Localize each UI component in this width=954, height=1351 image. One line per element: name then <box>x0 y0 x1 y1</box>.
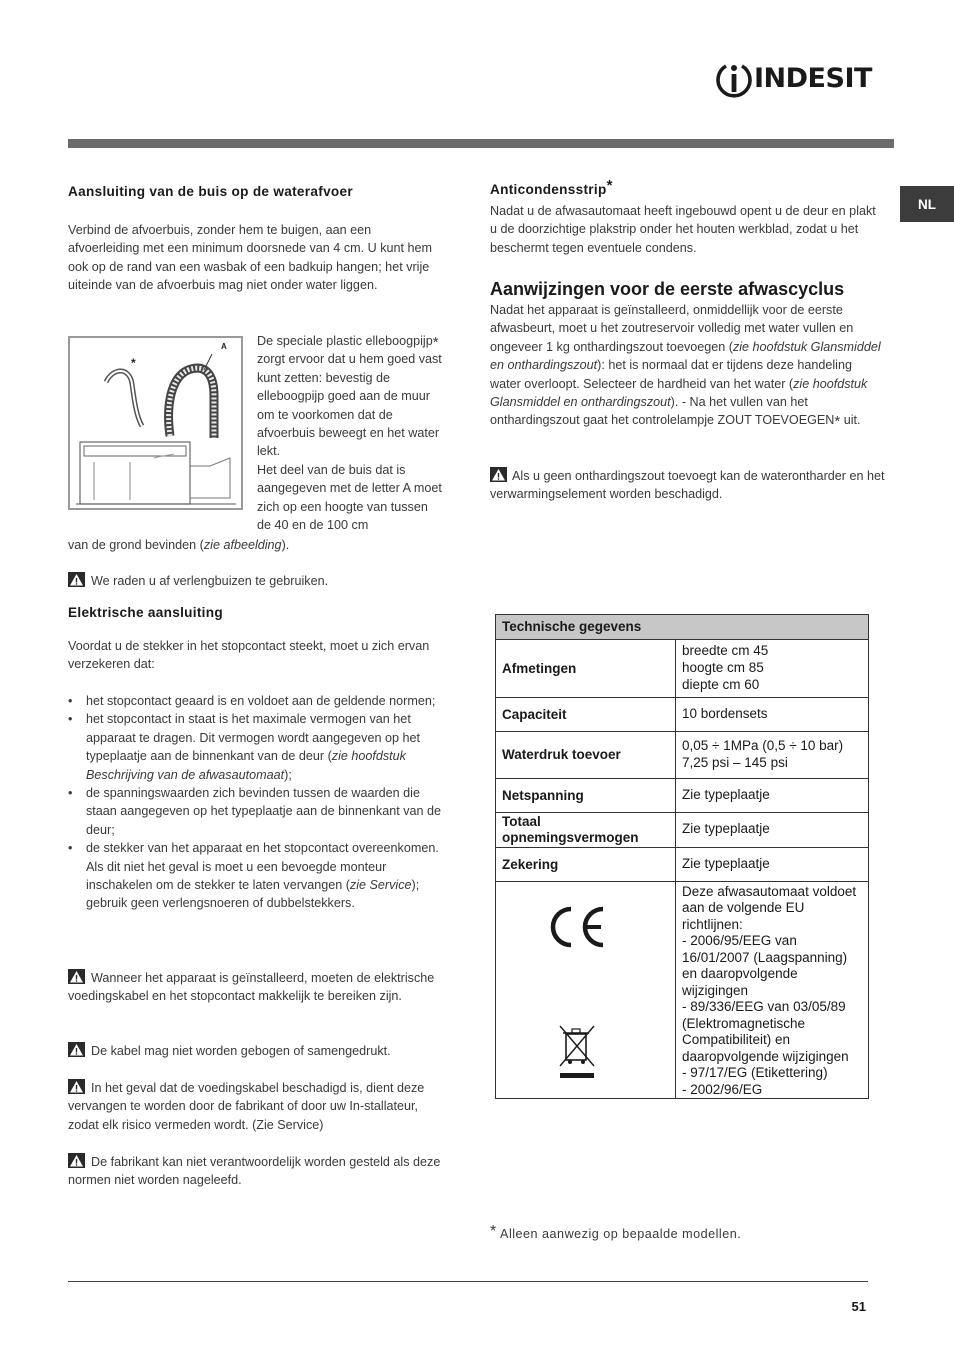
anti-title: Anticondensstrip* <box>490 177 613 197</box>
table-row: Netspanning Zie typeplaatje <box>496 778 869 812</box>
afvoer-title: Aansluiting van de buis op de waterafvoer <box>68 184 353 199</box>
warning-verlengbuizen-text: We raden u af verlengbuizen te gebruiken. <box>91 574 329 588</box>
elbow-text-4: van de grond bevinden ( <box>68 538 204 552</box>
anti-text: Nadat u de afwasautomaat heeft ingebouwd opent u de deur en plakt u de doorzichtige plakstrip onder het houten werkblad, zodat u het beschermt tegen eventuele condens. <box>490 204 876 255</box>
footnote <box>490 1223 741 1243</box>
elec-title: Elektrische aansluiting <box>68 605 223 620</box>
warning-fabrikant: De fabrikant kan niet verantwoordelijk worden gesteld als deze normen niet worden nageleefd. <box>68 1155 441 1188</box>
warning-icon <box>68 1153 85 1168</box>
cycle-text: Nadat het apparaat is geïnstalleerd, onmiddellijk voor de eerste afwasbeurt, moet u het zoutreservoir volledig met water vullen en ongeveer 1 kg onthardingszout toevoegen (zie hoofdstuk Glansmiddel en onthardingszout): het is normaal dat er tijdens deze handeling water overloopt. Selecteer de hardheid van het water (zie hoofdstuk Glansmiddel en onthardingszout). - Na het vullen van het onthardingszout gaat het controlelampje ZOUT TOEVOEGEN* uit. <box>490 303 881 431</box>
footnote-star: * <box>490 1223 497 1240</box>
figure-label-a: A <box>221 342 227 351</box>
language-tab <box>900 186 954 222</box>
brand-name: INDESIT <box>754 63 872 94</box>
language-tab-label: NL <box>918 196 936 212</box>
warning-icon <box>490 467 507 482</box>
elbow-asterisk: * <box>432 334 439 351</box>
warning-kabel-gebogen: De kabel mag niet worden gebogen of samengedrukt. <box>68 1042 444 1060</box>
list-item: • de spanningswaarden zich bevinden tussen de waarden die staan aangegeven op het typeplaatje aan de binnenkant van de deur; <box>68 784 442 839</box>
table-row: Deze afwasautomaat voldoet aan de volgende EU richtlijnen: - 2006/95/EEG van 16/01/2007 (Laagspanning) en daaropvolgende wijzigingen - 89/336/EEG van 03/05/89 (Elektromagnetische Compatibiliteit) en daaropvolgende wijzigingen - 97/17/EG (Etikettering) - 2002/96/EG <box>496 881 869 1099</box>
elbow-text-3: Het deel van de buis dat is aangegeven met de letter A moet zich op een hoogte van tussen de 40 en de 100 cm <box>257 462 442 533</box>
elbow-text-end <box>68 536 289 554</box>
table-row: Zekering Zie typeplaatje <box>496 847 869 881</box>
footer-rule <box>68 1281 868 1282</box>
tech-table <box>495 614 869 1099</box>
figure-label-star: * <box>131 356 136 370</box>
list-item: • het stopcontact in staat is het maximale vermogen van het apparaat te dragen. Dit vermogen wordt aangegeven op het typeplaatje aan de binnenkant van de deur (zie hoofdstuk Beschrijving van de afwasautomaat); <box>68 710 442 784</box>
list-item: • het stopcontact geaard is en voldoet aan de geldende normen; <box>68 692 442 710</box>
tech-table-body <box>495 640 869 1099</box>
drain-hose-illustration <box>70 338 241 508</box>
warning-kabel-bereik: Wanneer het apparaat is geïnstalleerd, moeten de elektrische voedingskabel en het stopcontact makkelijk te bereiken zijn. <box>68 971 435 1004</box>
indesit-logo-icon <box>714 60 754 100</box>
cycle-asterisk: * <box>834 413 841 431</box>
table-row: Afmetingen breedte cm 45 hoogte cm 85 diepte cm 60 <box>496 640 869 697</box>
warning-icon <box>68 969 85 984</box>
elec-intro: Voordat u de stekker in het stopcontact steekt, moet u zich ervan verzekeren dat: <box>68 639 430 672</box>
elbow-text <box>257 332 444 534</box>
page-number: 51 <box>851 1299 866 1314</box>
warning-icon <box>68 572 85 587</box>
drain-hose-figure <box>68 336 243 510</box>
table-row: Waterdruk toevoer 0,05 ÷ 1MPa (0,5 ÷ 10 bar) 7,25 psi – 145 psi <box>496 731 869 778</box>
elbow-text-4-italic: zie afbeelding <box>203 538 282 552</box>
warning-ontharder: Als u geen onthardingszout toevoegt kan de waterontharder en het verwarmingselement worden beschadigd. <box>490 469 885 502</box>
tech-table-header <box>495 614 869 640</box>
warning-kabel-beschadigd: In het geval dat de voedingskabel beschadigd is, dient deze vervangen te worden door de fabrikant of door uw In-stallateur, zodat elk risico vermeden wordt. (Zie Service) <box>68 1081 425 1132</box>
afvoer-text: Verbind de afvoerbuis, zonder hem te buigen, aan een afvoerleiding met een minimum doorsnede van 4 cm. U kunt hem ook op de rand van een wasbak of een badkuip hangen; het vrije uiteinde van de afvoerbuis mag niet onder water liggen. <box>68 223 432 293</box>
weee-bin-icon <box>557 1024 597 1082</box>
warning-verlengbuizen <box>68 572 448 590</box>
elbow-text-2: zorgt ervoor dat u hem goed vast kunt zetten: bevestig de elleboogpijp goed aan de muur om te voorkomen dat de afvoerbuis beweegt en het water lekt. <box>257 352 442 459</box>
cycle-title: Aanwijzingen voor de eerste afwascyclus <box>490 279 845 299</box>
list-item: • de stekker van het apparaat en het stopcontact overeenkomen. Als dit niet het geval is moet u een bevoegde monteur inschakelen om de stekker te laten vervangen (zie Service); gebruik geen verlengsnoeren of dubbelstekkers. <box>68 839 442 913</box>
footnote-text: Alleen aanwezig op bepaalde modellen. <box>500 1227 742 1241</box>
brand-logo <box>714 60 872 100</box>
elbow-text-4-end: ). <box>281 538 290 552</box>
anti-asterisk: * <box>606 177 613 194</box>
ce-mark-icon <box>547 904 607 950</box>
elbow-text-1: De speciale plastic elleboogpijp <box>257 334 433 348</box>
table-row: Totaal opnemingsvermogen Zie typeplaatje <box>496 812 869 847</box>
warning-icon <box>68 1042 85 1057</box>
tech-table-title: Technische gegevens <box>495 615 674 639</box>
warning-icon <box>68 1079 85 1094</box>
header-rule <box>68 139 894 148</box>
elec-requirements-list <box>68 692 442 913</box>
table-row: Capaciteit 10 bordensets <box>496 697 869 731</box>
